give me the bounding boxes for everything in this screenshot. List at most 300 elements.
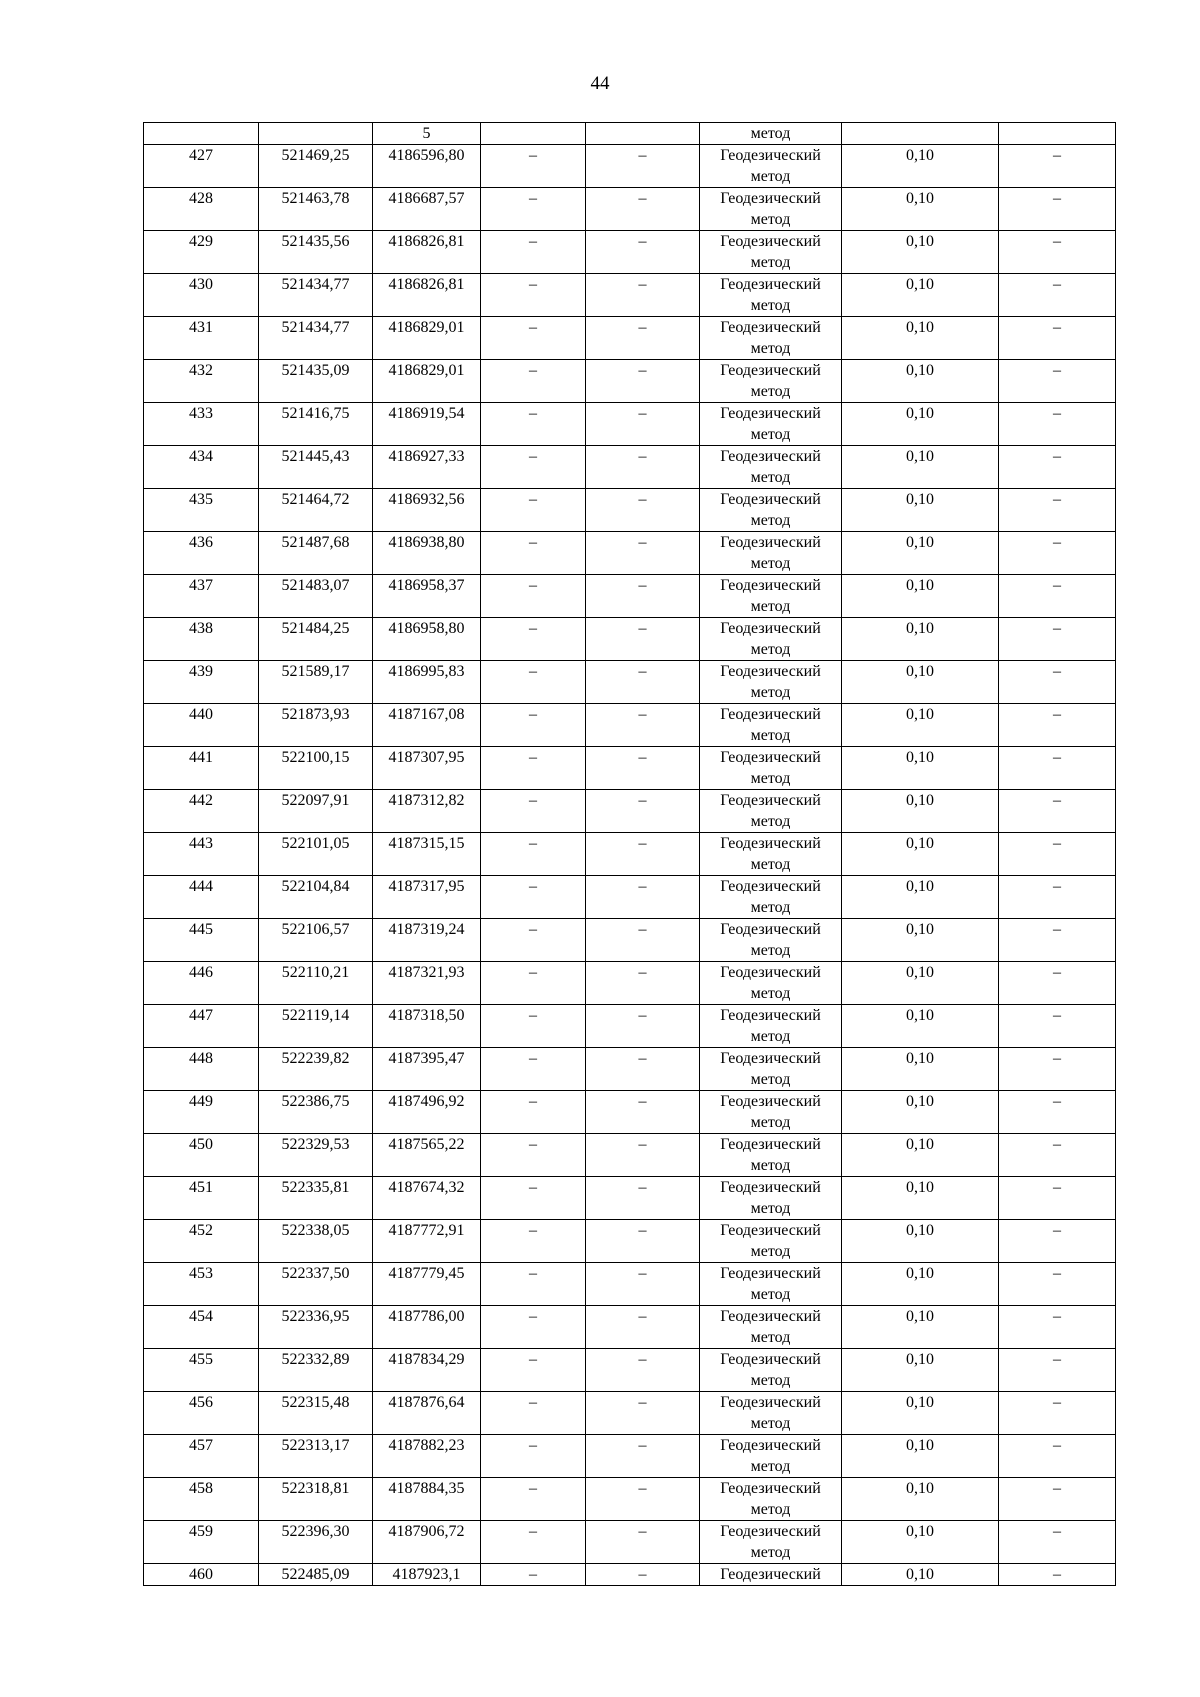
- cell-y-text: 4187834,29: [388, 1351, 465, 1368]
- cell-accuracy-text: 0,10: [906, 706, 934, 723]
- cell-id: [144, 1134, 259, 1177]
- cell-x-text: 522239,82: [281, 1050, 350, 1067]
- cell-x: [259, 962, 373, 1005]
- cell-id: [144, 1048, 259, 1091]
- table-row: [144, 1435, 1116, 1478]
- cell-c5: [586, 403, 700, 446]
- cell-accuracy-text: 0,10: [906, 792, 934, 809]
- cell-c5: [586, 704, 700, 747]
- cell-c8-text: –: [1053, 1523, 1061, 1540]
- cell-y-text: 4186826,81: [388, 233, 465, 250]
- cell-c5: [586, 123, 700, 145]
- cell-x-text: 522337,50: [281, 1265, 350, 1282]
- table-row: [144, 704, 1116, 747]
- cell-accuracy-text: 0,10: [906, 1351, 934, 1368]
- cell-method-text: Геодезический метод: [720, 792, 821, 830]
- cell-x-text: 521873,93: [281, 706, 350, 723]
- cell-c5: [586, 1220, 700, 1263]
- cell-y-text: 4187496,92: [388, 1093, 465, 1110]
- cell-id-text: 455: [189, 1351, 213, 1368]
- cell-accuracy-text: 0,10: [906, 1050, 934, 1067]
- cell-c8-text: –: [1053, 1437, 1061, 1454]
- cell-method-text: Геодезический метод: [720, 878, 821, 916]
- cell-x: [259, 360, 373, 403]
- cell-c8: [999, 1349, 1116, 1392]
- cell-method: [700, 1306, 842, 1349]
- cell-accuracy-text: 0,10: [906, 878, 934, 895]
- cell-id-text: 428: [189, 190, 213, 207]
- cell-accuracy: [842, 618, 999, 661]
- cell-method: [700, 618, 842, 661]
- cell-id-text: 439: [189, 663, 213, 680]
- cell-method-text: Геодезический метод: [720, 663, 821, 701]
- cell-method: [700, 1478, 842, 1521]
- cell-id: [144, 1177, 259, 1220]
- cell-id-text: 433: [189, 405, 213, 422]
- table-row: [144, 833, 1116, 876]
- cell-y-text: 4186687,57: [388, 190, 465, 207]
- cell-y: [373, 1005, 481, 1048]
- cell-method-text: Геодезический метод: [720, 1351, 821, 1389]
- cell-c5-text: –: [638, 233, 647, 250]
- cell-c5: [586, 1435, 700, 1478]
- cell-y-text: 4186938,80: [388, 534, 465, 551]
- cell-accuracy: [842, 1134, 999, 1177]
- cell-accuracy: [842, 446, 999, 489]
- table-row: [144, 1134, 1116, 1177]
- cell-id-text: 443: [189, 835, 213, 852]
- cell-c8-text: –: [1053, 405, 1061, 422]
- table-row: [144, 1349, 1116, 1392]
- cell-id: [144, 317, 259, 360]
- cell-method-text: Геодезический метод: [720, 1222, 821, 1260]
- cell-y: [373, 919, 481, 962]
- cell-x: [259, 274, 373, 317]
- cell-c5-text: –: [638, 405, 647, 422]
- table-row: [144, 790, 1116, 833]
- cell-y: [373, 274, 481, 317]
- cell-c8: [999, 489, 1116, 532]
- cell-id-text: 445: [189, 921, 213, 938]
- cell-x: [259, 188, 373, 231]
- cell-y: [373, 145, 481, 188]
- cell-accuracy: [842, 1091, 999, 1134]
- table-row: [144, 188, 1116, 231]
- cell-c5-text: –: [638, 577, 647, 594]
- cell-method: [700, 1392, 842, 1435]
- cell-y: [373, 1521, 481, 1564]
- cell-x: [259, 833, 373, 876]
- cell-y: [373, 661, 481, 704]
- cell-id: [144, 833, 259, 876]
- cell-id: [144, 1349, 259, 1392]
- cell-c5: [586, 274, 700, 317]
- cell-c4-text: –: [529, 276, 537, 293]
- cell-id-text: 440: [189, 706, 213, 723]
- cell-accuracy-text: 0,10: [906, 1480, 934, 1497]
- cell-accuracy: [842, 1564, 999, 1586]
- cell-accuracy: [842, 1306, 999, 1349]
- cell-id-text: 427: [189, 147, 213, 164]
- cell-x-text: 521484,25: [281, 620, 350, 637]
- cell-y: [373, 790, 481, 833]
- cell-x: [259, 1306, 373, 1349]
- cell-method-text: Геодезический метод: [720, 1308, 821, 1346]
- cell-accuracy: [842, 919, 999, 962]
- cell-y-text: 4187167,08: [388, 706, 465, 723]
- cell-accuracy: [842, 575, 999, 618]
- cell-method: [700, 1005, 842, 1048]
- cell-method: [700, 274, 842, 317]
- cell-c4: [481, 661, 586, 704]
- cell-c8: [999, 790, 1116, 833]
- table-row: [144, 661, 1116, 704]
- cell-id-text: 456: [189, 1394, 213, 1411]
- cell-accuracy-text: 0,10: [906, 147, 934, 164]
- cell-c5: [586, 532, 700, 575]
- cell-c5: [586, 575, 700, 618]
- table-row: [144, 489, 1116, 532]
- cell-accuracy-text: 0,10: [906, 1566, 934, 1583]
- cell-c8: [999, 360, 1116, 403]
- cell-accuracy-text: 0,10: [906, 190, 934, 207]
- cell-c8: [999, 1091, 1116, 1134]
- cell-c8: [999, 317, 1116, 360]
- cell-c4-text: –: [529, 534, 537, 551]
- cell-c4: [481, 360, 586, 403]
- cell-c4: [481, 704, 586, 747]
- cell-c5: [586, 618, 700, 661]
- cell-y: [373, 618, 481, 661]
- cell-c5-text: –: [638, 362, 647, 379]
- cell-x: [259, 618, 373, 661]
- cell-accuracy-text: 0,10: [906, 1394, 934, 1411]
- cell-c4: [481, 446, 586, 489]
- cell-c4: [481, 833, 586, 876]
- cell-id: [144, 790, 259, 833]
- cell-accuracy: [842, 1220, 999, 1263]
- cell-c5-text: –: [638, 620, 647, 637]
- cell-method-text: Геодезический метод: [720, 1136, 821, 1174]
- cell-c5: [586, 1177, 700, 1220]
- cell-y-text: 4186932,56: [388, 491, 465, 508]
- cell-id-text: 436: [189, 534, 213, 551]
- cell-method: [700, 231, 842, 274]
- cell-accuracy-text: 0,10: [906, 835, 934, 852]
- cell-c5: [586, 1048, 700, 1091]
- cell-c5: [586, 188, 700, 231]
- cell-x: [259, 704, 373, 747]
- cell-accuracy-text: 0,10: [906, 921, 934, 938]
- cell-c5-text: –: [638, 964, 647, 981]
- cell-c5-text: –: [638, 1136, 647, 1153]
- cell-y-text: 4187565,22: [388, 1136, 465, 1153]
- cell-method-text: Геодезический метод: [720, 405, 821, 443]
- table-row: [144, 1048, 1116, 1091]
- cell-c4: [481, 1521, 586, 1564]
- table-row: [144, 360, 1116, 403]
- cell-method-text: Геодезический метод: [720, 276, 821, 314]
- cell-c8-text: –: [1053, 1265, 1061, 1282]
- cell-c8-text: –: [1053, 276, 1061, 293]
- cell-c5: [586, 1005, 700, 1048]
- cell-id-text: 431: [189, 319, 213, 336]
- table-row: [144, 962, 1116, 1005]
- cell-c8-text: –: [1053, 964, 1061, 981]
- cell-y: [373, 1349, 481, 1392]
- cell-c8: [999, 1263, 1116, 1306]
- cell-c5: [586, 790, 700, 833]
- cell-c4-text: –: [529, 706, 537, 723]
- cell-method-text: Геодезический метод: [720, 448, 821, 486]
- cell-accuracy: [842, 747, 999, 790]
- cell-y: 5: [373, 123, 481, 145]
- cell-c4: [481, 962, 586, 1005]
- cell-c8-text: –: [1053, 362, 1061, 379]
- cell-accuracy: [842, 1392, 999, 1435]
- cell-c5: [586, 1478, 700, 1521]
- cell-c4-text: –: [529, 1179, 537, 1196]
- cell-y-text: 4187395,47: [388, 1050, 465, 1067]
- cell-id: [144, 1564, 259, 1586]
- cell-c4-text: –: [529, 1093, 537, 1110]
- table-row: [144, 145, 1116, 188]
- cell-c5: [586, 1564, 700, 1586]
- cell-method-text: Геодезический метод: [720, 921, 821, 959]
- cell-id: [144, 1521, 259, 1564]
- cell-accuracy: [842, 489, 999, 532]
- cell-accuracy-text: 0,10: [906, 1265, 934, 1282]
- cell-method-text: Геодезический метод: [720, 577, 821, 615]
- cell-accuracy: [842, 1478, 999, 1521]
- cell-accuracy: [842, 962, 999, 1005]
- cell-accuracy: [842, 1263, 999, 1306]
- cell-accuracy-text: 0,10: [906, 362, 934, 379]
- cell-c4: [481, 1177, 586, 1220]
- cell-method: [700, 1091, 842, 1134]
- cell-x-text: 521487,68: [281, 534, 350, 551]
- cell-c4-text: –: [529, 921, 537, 938]
- cell-y-text: 4187318,50: [388, 1007, 465, 1024]
- table-row: [144, 446, 1116, 489]
- cell-accuracy-text: 0,10: [906, 749, 934, 766]
- cell-c8: [999, 274, 1116, 317]
- cell-c5: [586, 1392, 700, 1435]
- cell-method-text: Геодезический метод: [720, 534, 821, 572]
- table-row: [144, 1091, 1116, 1134]
- table-row: [144, 274, 1116, 317]
- cell-y: [373, 1263, 481, 1306]
- cell-x-text: 522315,48: [281, 1394, 350, 1411]
- cell-accuracy: [842, 231, 999, 274]
- cell-c8-text: –: [1053, 878, 1061, 895]
- table-row: [144, 403, 1116, 446]
- cell-c8-text: –: [1053, 577, 1061, 594]
- cell-c5-text: –: [638, 1050, 647, 1067]
- cell-x-text: 521435,56: [281, 233, 350, 250]
- cell-c4-text: –: [529, 620, 537, 637]
- cell-accuracy-text: 0,10: [906, 1308, 934, 1325]
- cell-c4: [481, 1220, 586, 1263]
- cell-id-text: 432: [189, 362, 213, 379]
- table-row: [144, 1177, 1116, 1220]
- cell-c4-text: –: [529, 1136, 537, 1153]
- cell-y-text: 4187321,93: [388, 964, 465, 981]
- cell-c8-text: –: [1053, 921, 1061, 938]
- cell-accuracy-text: 0,10: [906, 233, 934, 250]
- cell-id: [144, 188, 259, 231]
- cell-method-text: Геодезический метод: [720, 1265, 821, 1303]
- cell-method: [700, 919, 842, 962]
- cell-c4: [481, 1048, 586, 1091]
- cell-id: [144, 962, 259, 1005]
- cell-y: [373, 1177, 481, 1220]
- cell-id: [144, 360, 259, 403]
- cell-accuracy-text: 0,10: [906, 1136, 934, 1153]
- cell-accuracy: [842, 360, 999, 403]
- cell-id-text: 452: [189, 1222, 213, 1239]
- cell-x: [259, 661, 373, 704]
- cell-accuracy: [842, 1521, 999, 1564]
- cell-c5-text: –: [638, 663, 647, 680]
- cell-x: [259, 1478, 373, 1521]
- cell-y-text: 4187315,15: [388, 835, 465, 852]
- cell-method-text: Геодезический метод: [720, 620, 821, 658]
- cell-c4-text: –: [529, 190, 537, 207]
- cell-y: [373, 1220, 481, 1263]
- cell-accuracy: [842, 1005, 999, 1048]
- table-row: [144, 1220, 1116, 1263]
- cell-c8: [999, 1177, 1116, 1220]
- cell-c4-text: –: [529, 577, 537, 594]
- cell-accuracy: [842, 790, 999, 833]
- cell-c8: [999, 661, 1116, 704]
- cell-c8: [999, 231, 1116, 274]
- cell-id: [144, 231, 259, 274]
- cell-method: [700, 661, 842, 704]
- cell-x-text: 522110,21: [281, 964, 350, 981]
- cell-id: [144, 489, 259, 532]
- cell-c5-text: –: [638, 921, 647, 938]
- cell-method: [700, 1349, 842, 1392]
- cell-c5-text: –: [638, 319, 647, 336]
- cell-accuracy: [842, 403, 999, 446]
- cell-accuracy-text: 0,10: [906, 319, 934, 336]
- cell-method: [700, 1564, 842, 1586]
- cell-x-text: 522313,17: [281, 1437, 350, 1454]
- cell-id-text: 448: [189, 1050, 213, 1067]
- cell-c8-text: –: [1053, 620, 1061, 637]
- cell-x: [259, 1263, 373, 1306]
- cell-c8-text: –: [1053, 319, 1061, 336]
- cell-id: [144, 1005, 259, 1048]
- cell-c5: [586, 1306, 700, 1349]
- cell-y: [373, 403, 481, 446]
- cell-x: [259, 575, 373, 618]
- table-row: [144, 575, 1116, 618]
- cell-x: [259, 1091, 373, 1134]
- cell-c4-text: –: [529, 835, 537, 852]
- cell-c8: [999, 833, 1116, 876]
- cell-c5-text: –: [638, 534, 647, 551]
- cell-x: [259, 1048, 373, 1091]
- cell-id: [144, 1263, 259, 1306]
- cell-c5-text: –: [638, 1093, 647, 1110]
- cell-y-text: 4186958,80: [388, 620, 465, 637]
- cell-method-text: Геодезический метод: [720, 1480, 821, 1518]
- cell-c5-text: –: [638, 878, 647, 895]
- cell-y: [373, 1564, 481, 1586]
- cell-method: [700, 1048, 842, 1091]
- cell-x-text: 521416,75: [281, 405, 350, 422]
- cell-c4-text: –: [529, 362, 537, 379]
- cell-c4: [481, 618, 586, 661]
- cell-c8: [999, 1005, 1116, 1048]
- cell-id: [144, 919, 259, 962]
- cell-id: [144, 1220, 259, 1263]
- cell-y: [373, 747, 481, 790]
- cell-c5: [586, 1263, 700, 1306]
- table-row: [144, 919, 1116, 962]
- cell-accuracy-text: 0,10: [906, 1093, 934, 1110]
- cell-method: [700, 446, 842, 489]
- cell-id-text: 451: [189, 1179, 213, 1196]
- cell-y-text: 4186596,80: [388, 147, 465, 164]
- cell-c5-text: –: [638, 1394, 647, 1411]
- cell-accuracy: [842, 1435, 999, 1478]
- cell-y: [373, 1091, 481, 1134]
- cell-y-text: 4186995,83: [388, 663, 465, 680]
- cell-id: [144, 575, 259, 618]
- table-row: [144, 1306, 1116, 1349]
- cell-c8: [999, 575, 1116, 618]
- cell-method-text: Геодезический метод: [720, 1437, 821, 1475]
- cell-c8-text: –: [1053, 1308, 1061, 1325]
- cell-method-text: Геодезический метод: [720, 1523, 821, 1561]
- cell-method-text: Геодезический метод: [720, 319, 821, 357]
- cell-id-text: 457: [189, 1437, 213, 1454]
- cell-x-text: 522386,75: [281, 1093, 350, 1110]
- cell-y: [373, 833, 481, 876]
- table-row: [144, 1005, 1116, 1048]
- cell-c8: [999, 618, 1116, 661]
- cell-c4-text: –: [529, 1265, 537, 1282]
- cell-method-text: Геодезический метод: [720, 1394, 821, 1432]
- cell-id: [144, 1392, 259, 1435]
- table-row: [144, 747, 1116, 790]
- cell-x: [259, 1134, 373, 1177]
- cell-c5: [586, 1349, 700, 1392]
- cell-y: [373, 532, 481, 575]
- cell-c5-text: –: [638, 448, 647, 465]
- cell-x: [259, 790, 373, 833]
- cell-c4-text: –: [529, 1222, 537, 1239]
- cell-method-text: Геодезический метод: [720, 190, 821, 228]
- cell-c4: [481, 1263, 586, 1306]
- cell-c5-text: –: [638, 1222, 647, 1239]
- cell-c4-text: –: [529, 448, 537, 465]
- cell-id-text: 430: [189, 276, 213, 293]
- cell-c8: [999, 962, 1116, 1005]
- cell-c4: [481, 489, 586, 532]
- cell-c8-text: –: [1053, 233, 1061, 250]
- cell-c8-text: –: [1053, 1566, 1061, 1583]
- cell-x: [259, 317, 373, 360]
- cell-c5: [586, 876, 700, 919]
- cell-x-text: 522106,57: [281, 921, 350, 938]
- cell-x: [259, 1435, 373, 1478]
- cell-c5: [586, 145, 700, 188]
